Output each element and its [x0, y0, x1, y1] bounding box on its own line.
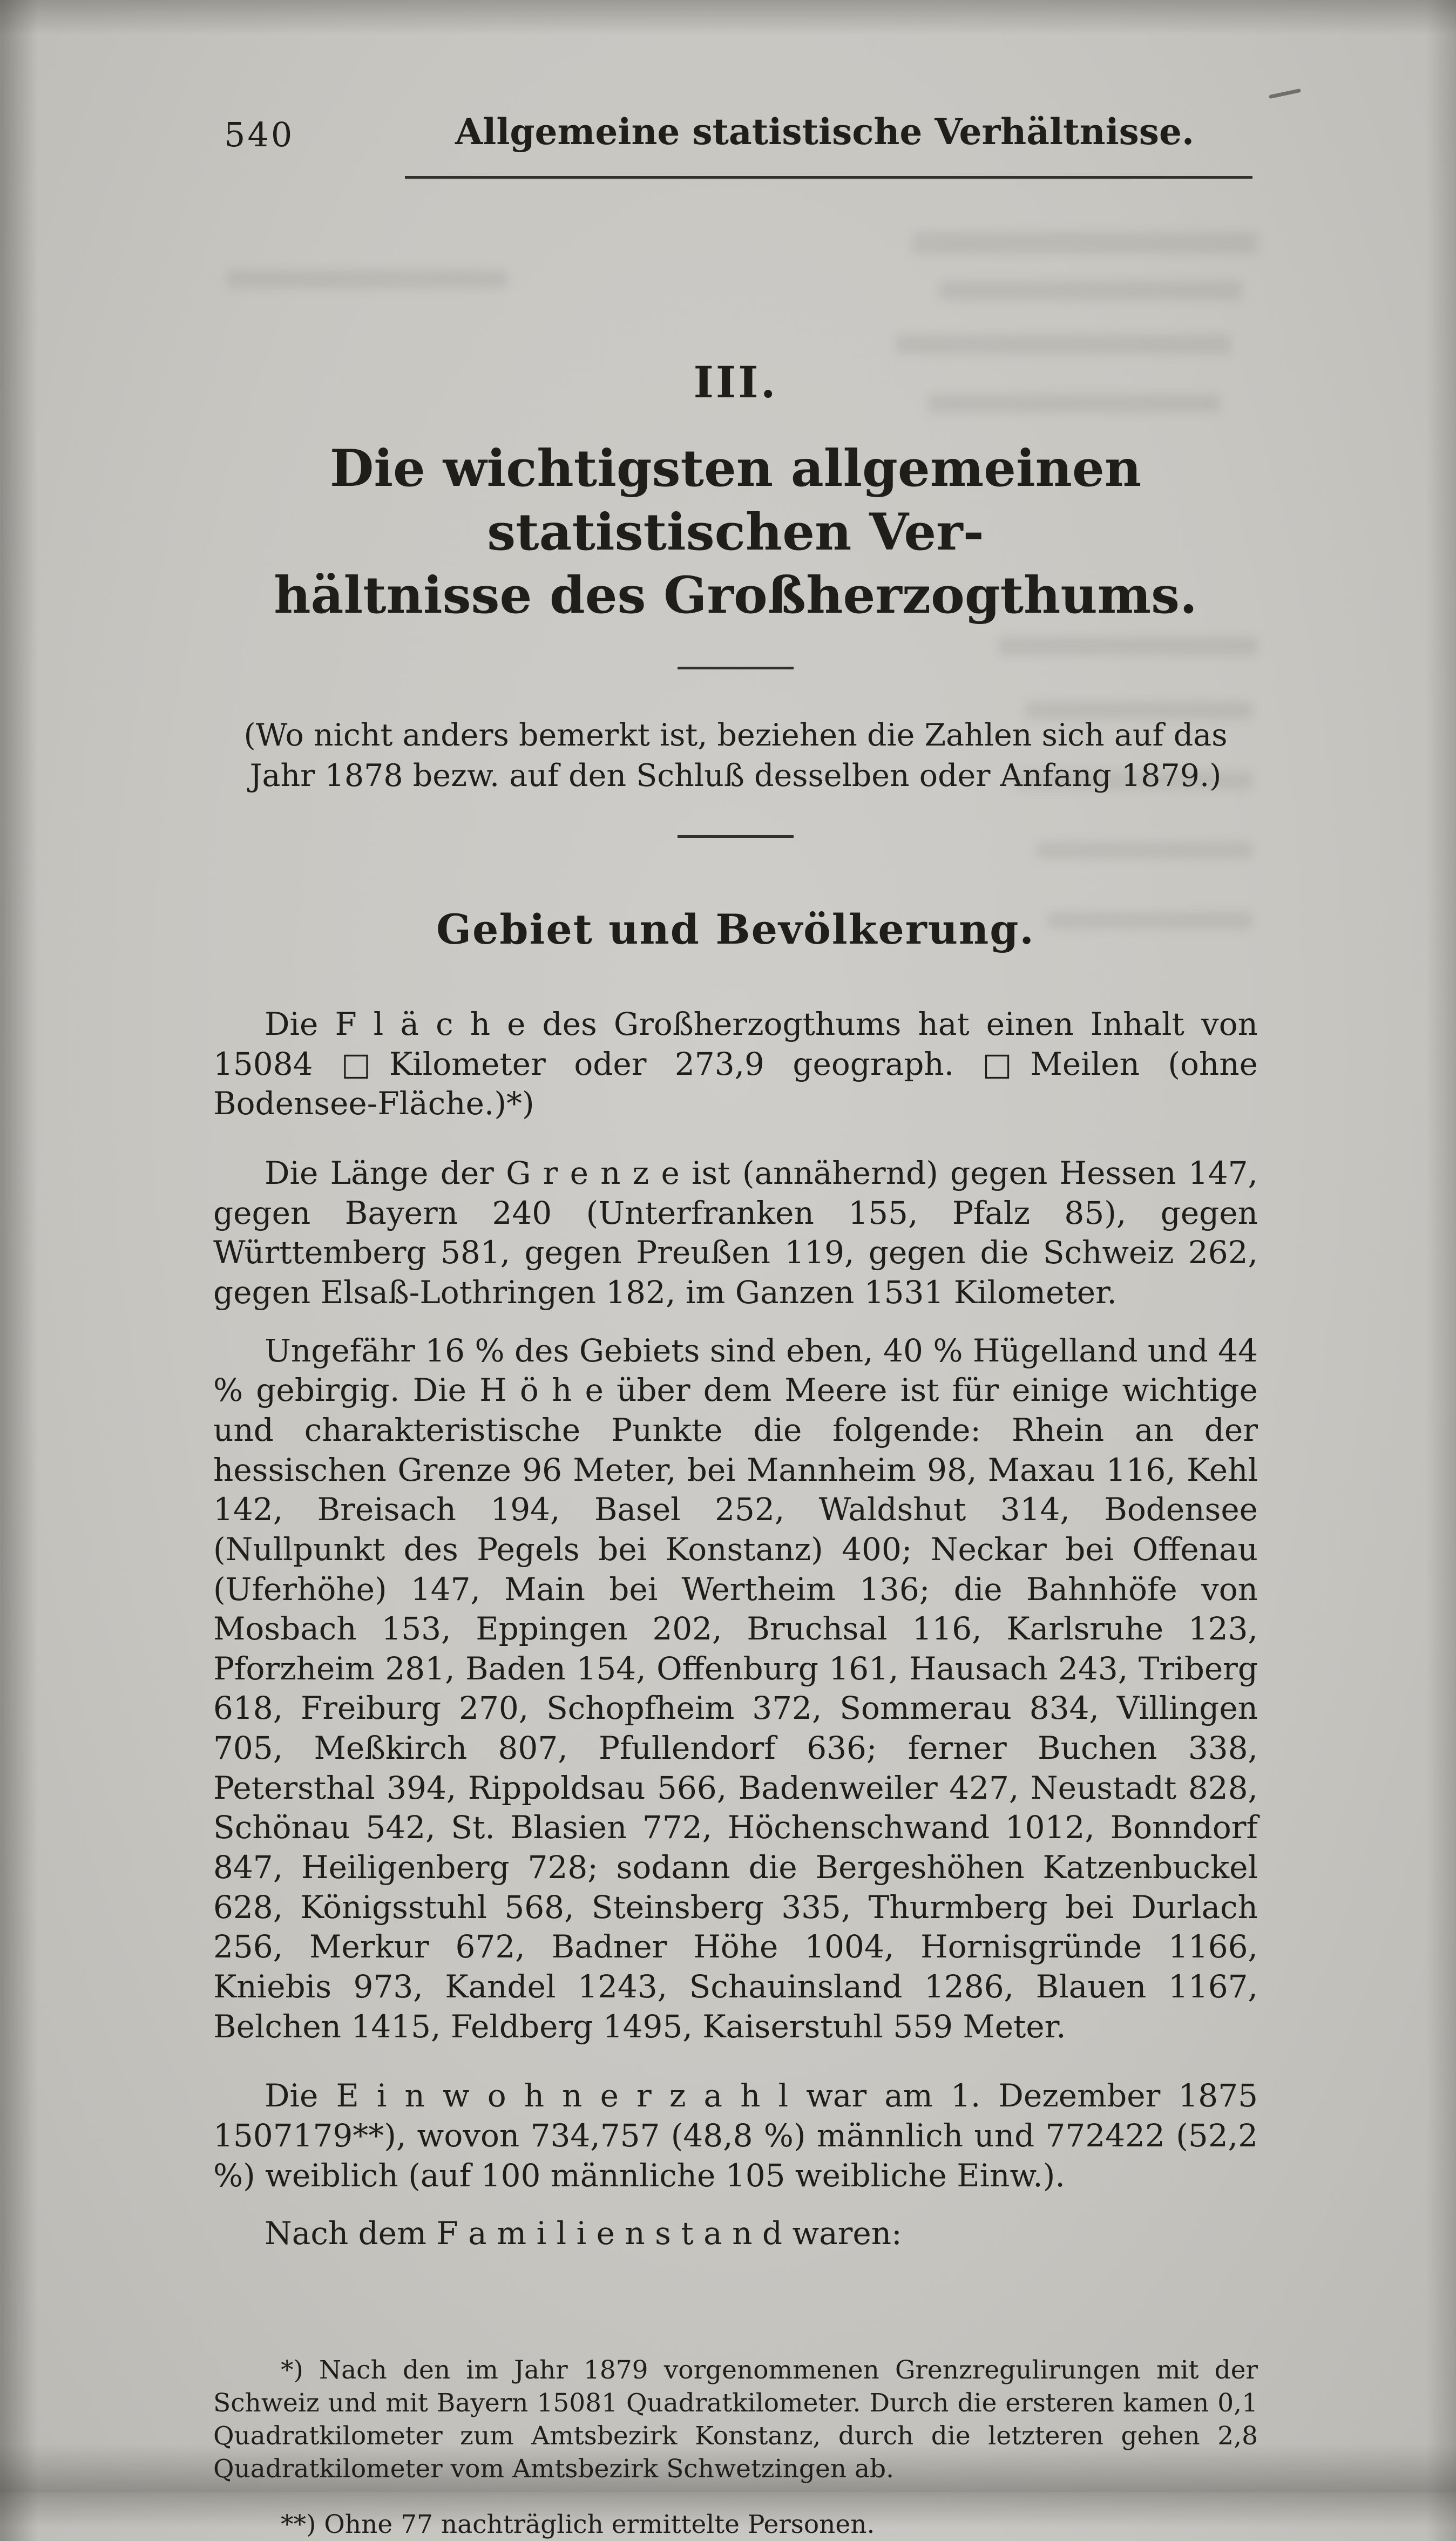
- divider-rule: [678, 667, 794, 669]
- header-rule: [405, 176, 1252, 179]
- footnotes: [213, 2354, 1258, 2541]
- chapter-title: [213, 437, 1258, 628]
- chapter-number: III.: [693, 357, 778, 408]
- paragraph-area: Die F l ä c h e des Großherzogthums hat einen Inhalt von 15084 □Kilometer oder 273,9 geograph. □Meilen (ohne Bodensee-Fläche.)*): [213, 1005, 1258, 1122]
- divider-rule: [678, 835, 794, 838]
- footnote-1: *) Nach den im Jahr 1879 vorgenommenen Grenzregulirungen mit der Schweiz und mit Bayern 15081 Quadratkilometer. Durch die ersteren kamen 0,1 Quadratkilometer zum Amtsbezirk Konstanz, durch die letzteren gehen 2,8 Quadratkilometer vom Amtsbezirk Schwetzingen ab.: [213, 2355, 1258, 2484]
- page-header: [213, 111, 1258, 162]
- paragraph-borders: Die Länge der G r e n z e ist (annähernd) gegen Hessen 147, gegen Bayern 240 (Unterfranken 155, Pfalz 85), gegen Württemberg 581, gegen Preußen 119, gegen die Schweiz 262, gegen Elsaß-Lothringen 182, im Ganzen 1531 Kilometer.: [213, 1154, 1258, 1311]
- paragraph-population: Die E i n w o h n e r z a h l war am 1. Dezember 1875 1507179**), wovon 734,757 (48,8 %) männlich und 772422 (52,2 %) weiblich (auf 100 männliche 105 weibliche Einw.).: [213, 2077, 1258, 2194]
- chapter-title-line-2: hältnisse des Großherzogthums.: [274, 566, 1197, 625]
- text-block: [213, 111, 1258, 2541]
- running-header: Allgemeine statistische Verhältnisse.: [455, 111, 1194, 153]
- section-heading: Gebiet und Bevölkerung.: [436, 905, 1035, 953]
- footnote-2: **) Ohne 77 nachträglich ermittelte Personen.: [281, 2510, 875, 2540]
- page-number: 540: [224, 115, 295, 154]
- scope-note: (Wo nicht anders bemerkt ist, beziehen die Zahlen sich auf das Jahr 1878 bezw. auf den Schluß desselben oder Anfang 1879.): [243, 717, 1228, 794]
- paragraph-elevations: Ungefähr 16 % des Gebiets sind eben, 40 % Hügelland und 44 % gebirgig. Die H ö h e über dem Meere ist für einige wichtige und charakteristische Punkte die folgende: Rhein an der hessischen Grenze 96 Meter, bei Mannheim 98, Maxau 116, Kehl 142, Breisach 194, Basel 252, Waldshut 314, Bodensee (Nullpunkt des Pegels bei Konstanz) 400; Neckar bei Offenau (Uferhöhe) 147, Main bei Wertheim 136; die Bahnhöfe von Mosbach 153, Eppingen 202, Bruchsal 116, Karlsruhe 123, Pforzheim 281, Baden 154, Offenburg 161, Hausach 243, Triberg 618, Freiburg 270, Schopfheim 372, Sommerau 834, Villingen 705, Meßkirch 807, Pfullendorf 636; ferner Buchen 338, Petersthal 394, Rippoldsau 566, Badenweiler 427, Neustadt 828, Schönau 542, St. Blasien 772, Höchenschwand 1012, Bonndorf 847, Heiligenberg 728; sodann die Bergeshöhen Katzenbuckel 628, Königsstuhl 568, Steinsberg 335, Thurmberg bei Durlach 256, Merkur 672, Badner Höhe 1004, Hornisgründe 1166, Kniebis 973, Kandel 1243, Schauinsland 1286, Blauen 1167, Belchen 1415, Feldberg 1495, Kaiserstuhl 559 Meter.: [213, 1332, 1258, 2045]
- chapter-title-line-1: Die wichtigsten allgemeinen statistischen Ver-: [329, 439, 1142, 562]
- paragraph-family-status: Nach dem F a m i l i e n s t a n d waren:: [265, 2215, 902, 2252]
- scan-speck: [1269, 89, 1301, 99]
